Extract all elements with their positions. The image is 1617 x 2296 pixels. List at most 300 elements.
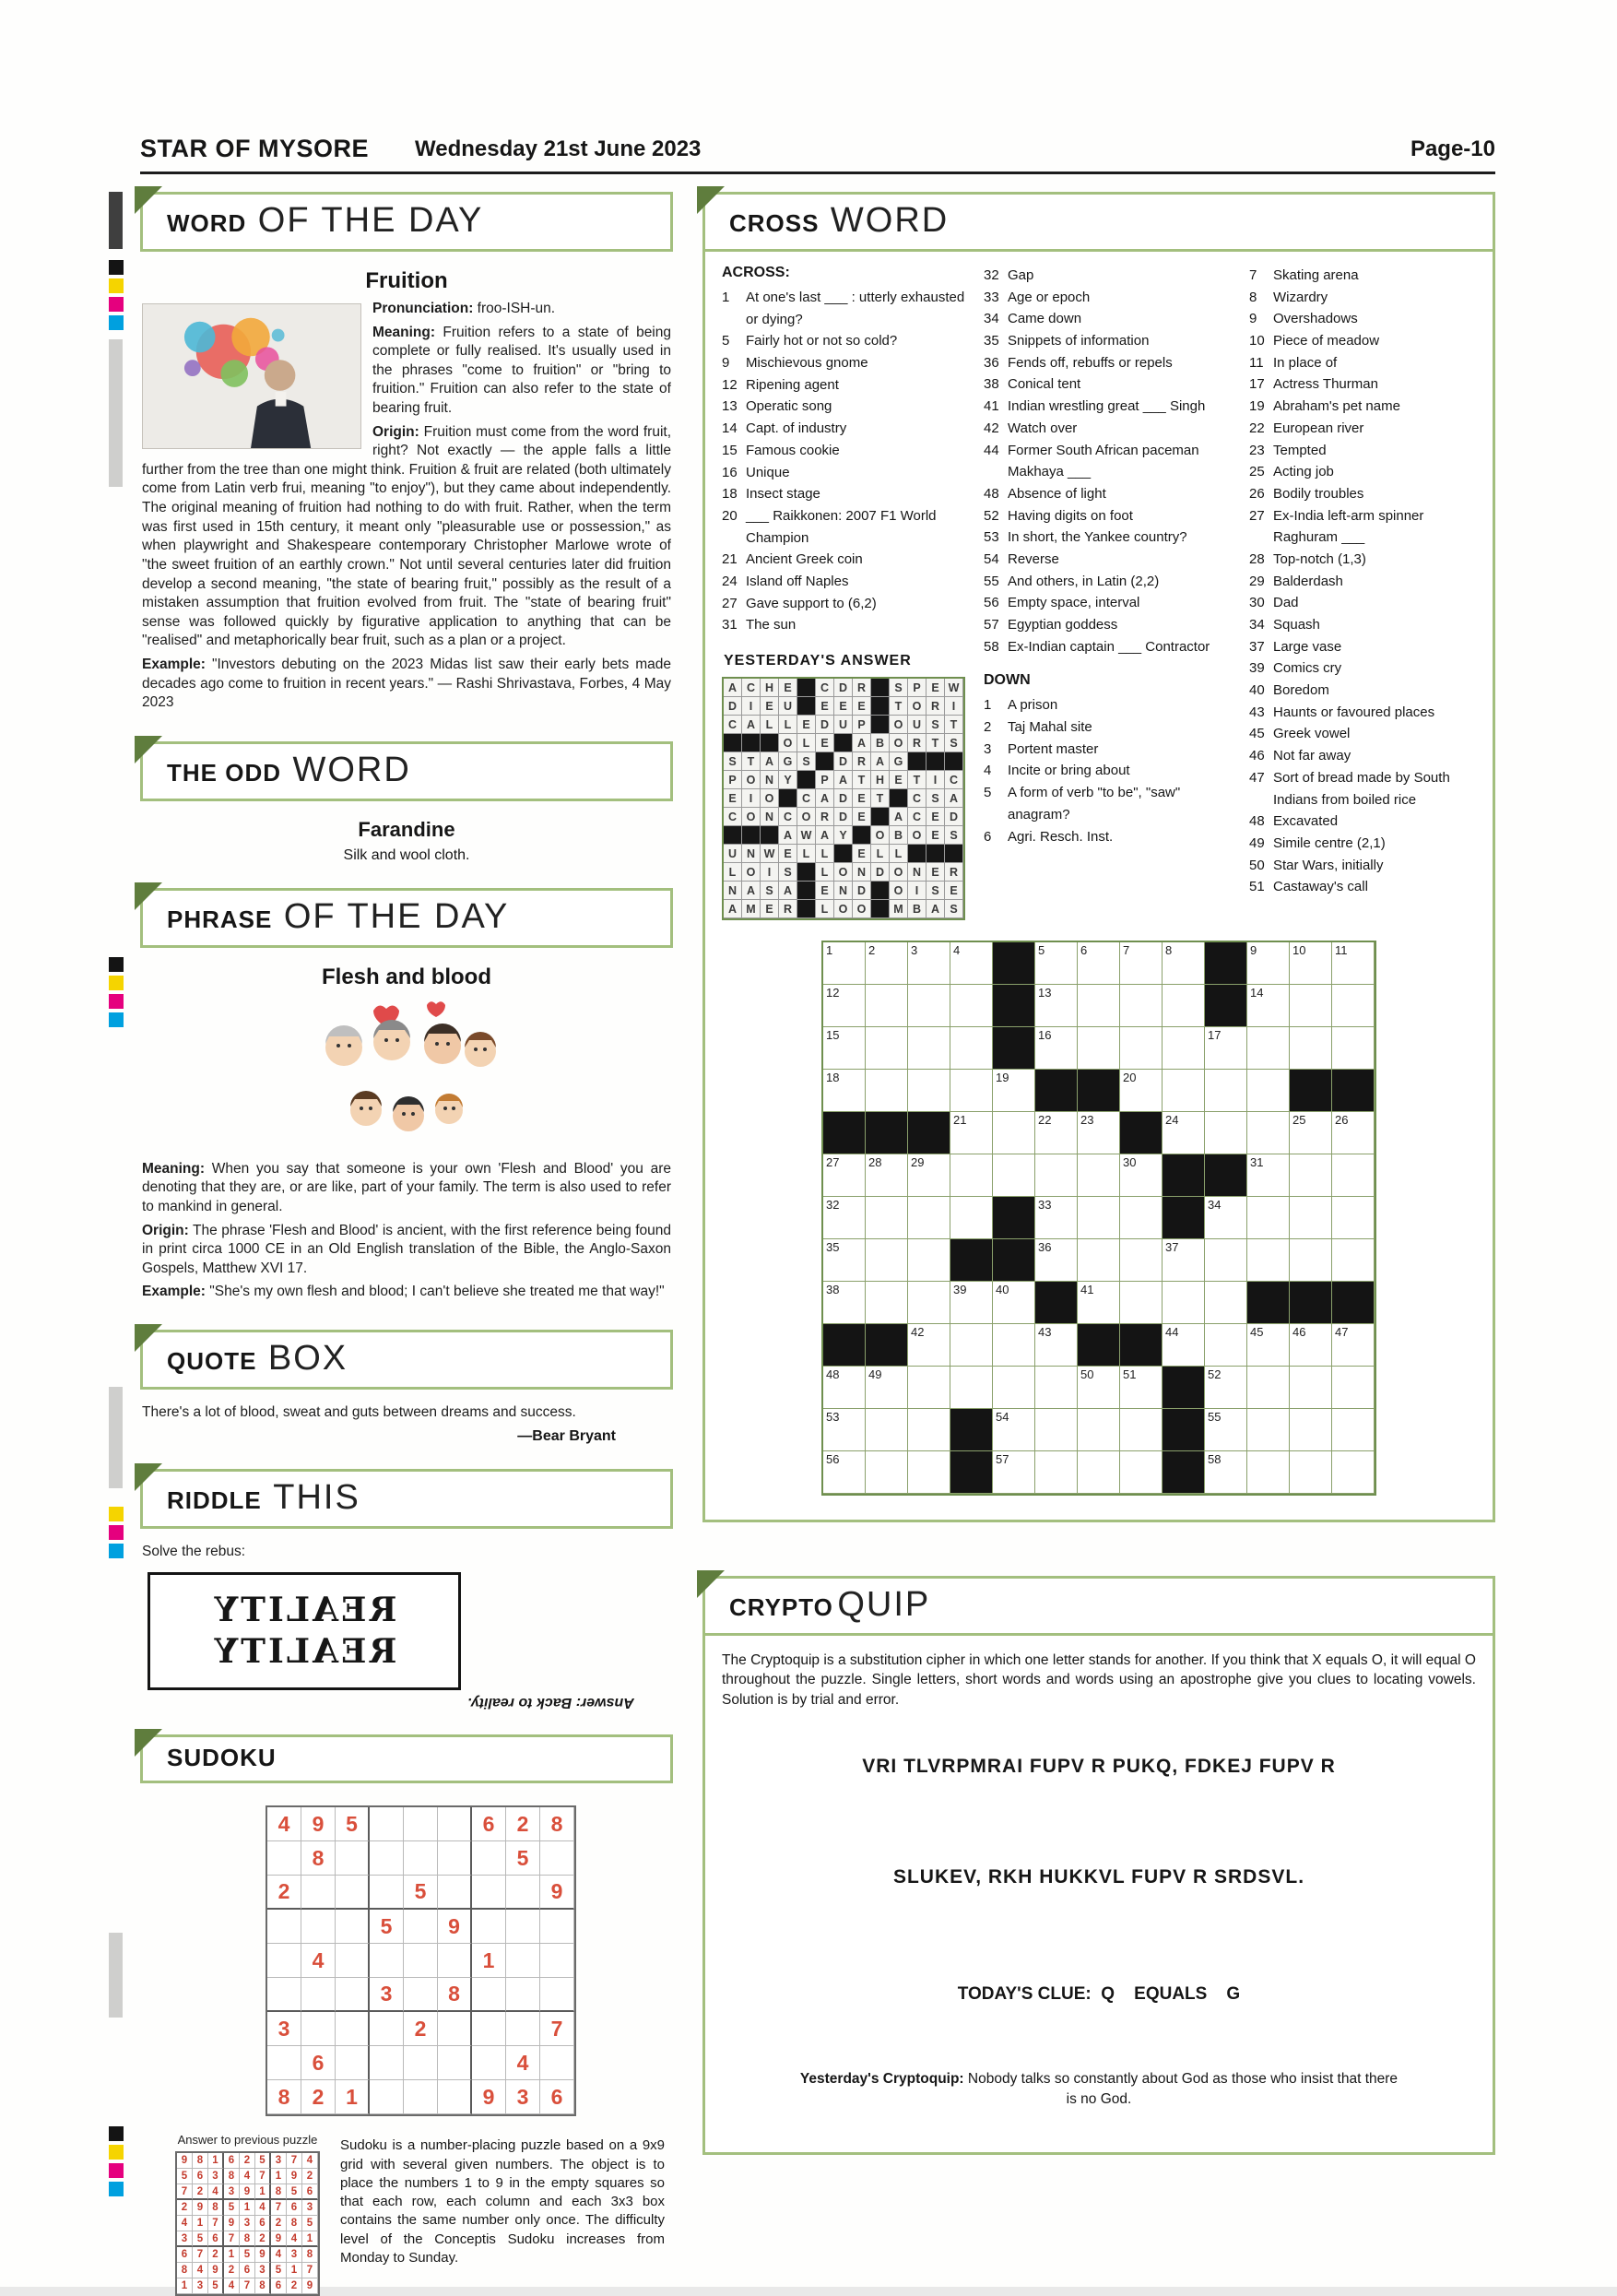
sudoku-cell: 1	[177, 2278, 193, 2294]
clue-item	[984, 483, 1249, 505]
crossword-cell	[1163, 1282, 1205, 1324]
clue-text: Snippets of information	[1008, 333, 1150, 349]
crossword-cell	[1035, 1367, 1078, 1409]
clue-text: Balderdash	[1273, 573, 1343, 589]
crossword-cell	[1247, 1112, 1290, 1154]
sudoku-cell: 4	[267, 1807, 301, 1841]
clue-text: Piece of meadow	[1273, 333, 1380, 349]
crossword-black-cell	[823, 1112, 866, 1154]
crossword-black-cell	[866, 1112, 908, 1154]
crossword-cell	[1290, 985, 1332, 1027]
crossword-cell	[1035, 1154, 1078, 1197]
crossword-cell	[1205, 1239, 1247, 1282]
answer-letter-cell: A	[724, 900, 742, 918]
crossword-cell	[950, 942, 993, 985]
sudoku-cell: 3	[177, 2231, 193, 2247]
sudoku-cell: 5	[255, 2153, 271, 2169]
crossword-cell	[1163, 1027, 1205, 1070]
clue-item	[1249, 287, 1481, 309]
answer-letter-cell: P	[908, 679, 927, 697]
quote-text: There's a lot of blood, sweat and guts between dreams and success.	[142, 1404, 576, 1421]
clue-text: A prison	[1008, 697, 1058, 714]
crossword-cell	[1163, 942, 1205, 985]
crossword-cell-number: 29	[911, 1155, 925, 1169]
answer-letter-cell: C	[945, 771, 963, 789]
answer-letter-cell: E	[816, 734, 834, 752]
answer-letter-cell: E	[853, 845, 871, 863]
sudoku-cell	[506, 1944, 540, 1978]
crossword-black-cell	[1163, 1197, 1205, 1239]
answer-letter-cell: S	[945, 826, 963, 845]
crossword-cell	[1078, 1451, 1120, 1494]
clue-number: 37	[1249, 638, 1265, 655]
sudoku-answer-label: Answer to previous puzzle	[177, 2133, 318, 2148]
sudoku-cell	[301, 1876, 336, 1910]
origin-label: Origin:	[372, 423, 419, 440]
phrase-origin	[142, 1222, 671, 1279]
meaning-text: When you say that someone is your own 'Flesh and Blood' you are denoting that they are, or are like, part of your family. The term is also used to refer to mankind in general.	[142, 1160, 671, 1215]
answer-letter-cell: T	[853, 771, 871, 789]
corner-fold-icon	[135, 1729, 162, 1757]
sudoku-cell: 4	[193, 2263, 208, 2278]
crossword-cell	[823, 1367, 866, 1409]
sudoku-cell: 8	[177, 2263, 193, 2278]
crossword-clue-column-2	[984, 265, 1249, 920]
crossword-cell	[950, 1197, 993, 1239]
clue-number: 46	[1249, 748, 1265, 764]
corner-fold-icon	[135, 882, 162, 910]
print-strip-light-3	[109, 1933, 123, 2018]
sudoku-cell	[472, 1876, 506, 1910]
section-header-phrase-of-day	[140, 888, 673, 948]
sudoku-cell	[336, 1978, 370, 2012]
section-header-sudoku	[140, 1734, 673, 1783]
crossword-cell-number: 6	[1080, 943, 1088, 957]
yesterday-answer-label: YESTERDAY'S ANSWER	[724, 653, 912, 669]
clue-item	[1249, 702, 1481, 724]
clue-number: 41	[984, 398, 999, 415]
sudoku-cell	[404, 2046, 438, 2080]
sudoku-cell: 6	[240, 2263, 255, 2278]
registration-magenta-square	[109, 1525, 124, 1540]
sudoku-cell: 5	[193, 2231, 208, 2247]
riddle-body	[140, 1529, 673, 1711]
clue-text: Watch over	[1008, 420, 1078, 436]
clue-text: And others, in Latin (2,2)	[1008, 573, 1160, 589]
crossword-black-cell	[993, 942, 1035, 985]
sudoku-cell: 8	[540, 1807, 574, 1841]
crossword-cell-number: 5	[1038, 943, 1045, 957]
sudoku-cell: 5	[240, 2247, 255, 2263]
meaning-text: Fruition refers to a state of being complete or fully realised. It's usually used in the phrases "come to fruition" or "bring to fruition." Fruition can also refer to the state of bearing fruit.	[372, 324, 671, 417]
crossword-cell-number: 46	[1292, 1325, 1306, 1339]
print-strip-dark	[109, 192, 123, 249]
clue-text: Egyptian goddess	[1008, 617, 1118, 633]
clue-text: Ripening agent	[746, 376, 839, 393]
sudoku-cell: 2	[193, 2184, 208, 2200]
answer-letter-cell: A	[816, 826, 834, 845]
answer-letter-cell: U	[908, 716, 927, 734]
crossword-cell	[1332, 985, 1375, 1027]
crossword-cell	[866, 1451, 908, 1494]
crossword-black-cell	[950, 1451, 993, 1494]
crossword-black-cell	[1247, 1282, 1290, 1324]
sudoku-cell: 8	[255, 2278, 271, 2294]
crossword-cell	[908, 1154, 950, 1197]
answer-letter-cell: E	[927, 826, 945, 845]
crossword-cell	[823, 1197, 866, 1239]
answer-letter-cell: N	[761, 808, 779, 826]
clue-text: Taj Mahal site	[1008, 719, 1092, 736]
clue-item	[1249, 418, 1481, 440]
section-title-bold: PHRASE	[167, 905, 273, 933]
sudoku-cell	[336, 2012, 370, 2046]
answer-letter-cell: O	[871, 826, 890, 845]
clue-text: Former South African paceman Makhaya ___	[1008, 442, 1199, 480]
sudoku-cell	[472, 2012, 506, 2046]
clue-number: 49	[1249, 834, 1265, 851]
cipher-line-2: SLUKEV, RKH HUKKVL FUPV R SRDSVL.	[892, 1866, 1305, 1888]
odd-word-word: Farandine	[358, 817, 455, 841]
rebus-line-1: REALITY	[211, 1591, 397, 1630]
crossword-cell	[866, 1409, 908, 1451]
answer-letter-cell: O	[908, 826, 927, 845]
sudoku-grid	[266, 1805, 576, 2116]
clue-number: 1	[722, 290, 730, 305]
creative-splash-illustration	[143, 304, 360, 448]
answer-letter-cell: T	[908, 771, 927, 789]
clue-item	[722, 571, 984, 593]
clue-number: 29	[1249, 573, 1265, 589]
answer-letter-cell: N	[908, 863, 927, 882]
section-title-light: BOX	[267, 1339, 348, 1379]
sudoku-cell: 2	[240, 2153, 255, 2169]
answer-letter-cell: O	[797, 808, 816, 826]
sudoku-cell	[336, 2046, 370, 2080]
answer-letter-cell: B	[871, 734, 890, 752]
crossword-cell	[908, 1324, 950, 1367]
crossword-cell	[1078, 1197, 1120, 1239]
meaning-label: Meaning:	[372, 324, 436, 340]
sudoku-cell	[404, 2080, 438, 2114]
answer-letter-cell: L	[724, 863, 742, 882]
sudoku-cell: 5	[302, 2216, 318, 2231]
registration-black-square	[109, 260, 124, 275]
sudoku-cell: 3	[287, 2247, 302, 2263]
sudoku-cell: 9	[287, 2169, 302, 2184]
sudoku-cell: 1	[336, 2080, 370, 2114]
crossword-cell-number: 50	[1080, 1367, 1094, 1381]
crossword-cell	[993, 1282, 1035, 1324]
crossword-cell	[1332, 1197, 1375, 1239]
sudoku-cell: 2	[267, 1876, 301, 1910]
sudoku-cell: 2	[255, 2231, 271, 2247]
answer-black-cell	[761, 734, 779, 752]
clue-number: 50	[1249, 857, 1265, 873]
registration-cyan-square	[109, 1544, 124, 1558]
answer-letter-cell: N	[853, 863, 871, 882]
answer-letter-cell: C	[779, 808, 797, 826]
sudoku-cell: 4	[224, 2278, 240, 2294]
sudoku-cell	[336, 1876, 370, 1910]
answer-letter-cell: E	[853, 697, 871, 716]
answer-letter-cell: L	[816, 845, 834, 863]
sudoku-cell	[438, 2012, 472, 2046]
answer-letter-cell: A	[779, 826, 797, 845]
crossword-black-cell	[1205, 942, 1247, 985]
answer-letter-cell: E	[761, 697, 779, 716]
clue-item	[1249, 265, 1481, 287]
crossword-cell	[1078, 1239, 1120, 1282]
clue-text: Simile centre (2,1)	[1273, 834, 1386, 851]
down-label: DOWN	[984, 672, 1031, 689]
crossword-cell	[1205, 1197, 1247, 1239]
family-cartoon	[309, 996, 504, 1153]
sudoku-cell: 8	[438, 1978, 472, 2012]
clue-number: 8	[1249, 289, 1257, 305]
clue-item	[722, 352, 984, 374]
crossword-black-cell	[1078, 1324, 1120, 1367]
answer-letter-cell: T	[742, 752, 761, 771]
sudoku-cell: 5	[224, 2200, 240, 2216]
clue-text: Haunts or favoured places	[1273, 704, 1435, 720]
clue-item	[984, 716, 1249, 739]
clue-item	[984, 549, 1249, 571]
clue-item	[984, 527, 1249, 549]
sudoku-cell	[506, 1978, 540, 2012]
sudoku-cell: 6	[271, 2278, 287, 2294]
answer-letter-cell: D	[871, 863, 890, 882]
crossword-cell	[1120, 1451, 1163, 1494]
clue-number: 35	[984, 333, 999, 349]
crossword-cell	[993, 1112, 1035, 1154]
sudoku-cell	[404, 1944, 438, 1978]
crossword-cell	[1035, 1409, 1078, 1451]
answer-black-cell	[834, 734, 853, 752]
answer-letter-cell: S	[724, 752, 742, 771]
answer-letter-cell: C	[724, 808, 742, 826]
clue-number: 30	[1249, 595, 1265, 611]
clue-item	[1249, 680, 1481, 702]
sudoku-cell	[438, 2080, 472, 2114]
word-of-day-word: Fruition	[365, 268, 448, 293]
answer-letter-cell: A	[742, 716, 761, 734]
sudoku-cell	[540, 1910, 574, 1944]
answer-letter-cell: E	[779, 845, 797, 863]
section-title-bold: THE ODD	[167, 758, 281, 787]
clue-item	[984, 571, 1249, 593]
answer-letter-cell: E	[834, 697, 853, 716]
sudoku-cell: 1	[302, 2231, 318, 2247]
clue-item	[722, 614, 984, 636]
clue-item	[984, 782, 1249, 825]
cryptoquip-body	[702, 1636, 1495, 2155]
sudoku-cell: 2	[506, 1807, 540, 1841]
clue-text: Came down	[1008, 311, 1082, 327]
crossword-cell	[1290, 942, 1332, 985]
answer-letter-cell: T	[945, 716, 963, 734]
crossword-cell-number: 49	[868, 1367, 882, 1381]
answer-letter-cell: A	[724, 679, 742, 697]
crossword-black-cell	[1332, 1070, 1375, 1112]
crossword-black-cell	[1035, 1070, 1078, 1112]
sudoku-cell	[267, 1944, 301, 1978]
sudoku-cell: 4	[208, 2184, 224, 2200]
answer-black-cell	[779, 789, 797, 808]
crossword-black-cell	[1290, 1282, 1332, 1324]
answer-letter-cell: S	[945, 734, 963, 752]
crossword-cell-number: 17	[1208, 1028, 1222, 1042]
print-strip-light-1	[109, 339, 123, 487]
origin-label: Origin:	[142, 1222, 189, 1238]
crossword-cell	[823, 1070, 866, 1112]
crossword-cell-number: 30	[1123, 1155, 1137, 1169]
clue-text: Operatic song	[746, 398, 832, 415]
clue-number: 21	[722, 551, 738, 568]
crossword-cell-number: 56	[826, 1452, 840, 1466]
clue-item	[1249, 461, 1481, 483]
answer-letter-cell: L	[871, 845, 890, 863]
clue-text: Bodily troubles	[1273, 485, 1364, 502]
answer-letter-cell: O	[761, 789, 779, 808]
crossword-cell	[1035, 985, 1078, 1027]
rebus-line-2: REALITY	[211, 1632, 397, 1672]
sudoku-cell	[370, 1841, 404, 1876]
clue-item	[722, 549, 984, 571]
section-header-odd-word	[140, 741, 673, 801]
registration-black-square	[109, 957, 124, 972]
todays-clue: TODAY'S CLUE: Q EQUALS G	[957, 1984, 1241, 2005]
answer-letter-cell: Y	[834, 826, 853, 845]
crossword-black-cell	[1163, 1451, 1205, 1494]
crossword-cell	[1205, 1027, 1247, 1070]
crossword-black-cell	[1120, 1324, 1163, 1367]
crossword-cell	[1120, 1154, 1163, 1197]
crossword-cell	[1290, 1239, 1332, 1282]
sudoku-cell: 1	[472, 1944, 506, 1978]
clue-item	[1249, 440, 1481, 462]
crossword-cell	[1120, 1282, 1163, 1324]
section-title-light: WORD	[830, 201, 950, 240]
clue-text: Castaway's call	[1273, 879, 1368, 895]
sudoku-body	[140, 1783, 673, 2296]
clue-text: In place of	[1273, 354, 1338, 371]
sudoku-cell: 4	[301, 1944, 336, 1978]
section-header-word-of-day	[140, 192, 673, 252]
clue-number: 5	[984, 785, 992, 801]
crossword-black-cell	[908, 1112, 950, 1154]
crossword-black-cell	[1163, 1367, 1205, 1409]
odd-word-body	[140, 801, 673, 864]
sudoku-cell: 3	[267, 2012, 301, 2046]
answer-letter-cell: D	[816, 716, 834, 734]
clue-number: 20	[722, 507, 738, 524]
crossword-cell-number: 32	[826, 1198, 840, 1212]
crossword-black-cell	[993, 985, 1035, 1027]
clue-text: Age or epoch	[1008, 289, 1091, 305]
answer-letter-cell: L	[816, 900, 834, 918]
answer-letter-cell: W	[761, 845, 779, 863]
answer-letter-cell: L	[797, 734, 816, 752]
sudoku-cell	[336, 1910, 370, 1944]
crossword-cell	[908, 985, 950, 1027]
crossword-cell-number: 57	[996, 1452, 1009, 1466]
riddle-answer-wrap	[142, 1694, 634, 1710]
sudoku-cell: 5	[177, 2169, 193, 2184]
crossword-cell	[866, 1282, 908, 1324]
crossword-cell	[1205, 1282, 1247, 1324]
clue-text: Capt. of industry	[746, 420, 847, 437]
answer-letter-cell: R	[927, 697, 945, 716]
clue-text: The sun	[746, 617, 797, 633]
clue-text: Large vase	[1273, 638, 1342, 655]
sudoku-cell: 7	[193, 2247, 208, 2263]
crossword-black-cell	[993, 1239, 1035, 1282]
answer-letter-cell: W	[797, 826, 816, 845]
crossword-cell-number: 25	[1292, 1113, 1306, 1127]
sudoku-cell: 5	[370, 1910, 404, 1944]
crossword-cell	[1290, 1197, 1332, 1239]
sudoku-cell: 1	[271, 2169, 287, 2184]
crossword-cell-number: 23	[1080, 1113, 1094, 1127]
clue-number: 2	[984, 719, 992, 736]
answer-letter-cell: S	[927, 882, 945, 900]
crossword-clue-column-1	[714, 265, 984, 920]
clue-text: Tempted	[1273, 442, 1327, 458]
crossword-cell-number: 34	[1208, 1198, 1222, 1212]
crossword-cell-number: 53	[826, 1410, 840, 1424]
clue-text: Insect stage	[746, 486, 820, 503]
sudoku-cell: 3	[208, 2169, 224, 2184]
clue-number: 48	[984, 485, 999, 502]
crossword-cell-number: 41	[1080, 1283, 1094, 1296]
sudoku-cell: 9	[240, 2184, 255, 2200]
clue-item	[1249, 767, 1481, 811]
crossword-cell	[1078, 1409, 1120, 1451]
clue-text: Actress Thurman	[1273, 376, 1378, 393]
paper-name: STAR OF MYSORE	[140, 135, 370, 162]
registration-cyan-square	[109, 1012, 124, 1027]
crossword-clues	[714, 265, 1483, 920]
sudoku-cell	[370, 1807, 404, 1841]
answer-letter-cell: R	[853, 752, 871, 771]
phrase-meaning	[142, 1160, 671, 1217]
clue-text: Conical tent	[1008, 376, 1081, 393]
sudoku-cell	[404, 1807, 438, 1841]
answer-black-cell	[871, 697, 890, 716]
sudoku-cell: 5	[287, 2184, 302, 2200]
crossword-black-cell	[1163, 1409, 1205, 1451]
crossword-cell	[1290, 1409, 1332, 1451]
clue-number: 13	[722, 398, 738, 415]
answer-black-cell	[797, 679, 816, 697]
crossword-cell	[866, 1070, 908, 1112]
answer-black-cell	[797, 771, 816, 789]
clue-item	[984, 352, 1249, 374]
sudoku-cell	[301, 1910, 336, 1944]
answer-black-cell	[945, 845, 963, 863]
clue-item	[722, 396, 984, 418]
sudoku-cell: 4	[240, 2169, 255, 2184]
clue-number: 22	[1249, 420, 1265, 436]
clue-item	[1249, 396, 1481, 418]
crossword-black-cell	[1332, 1282, 1375, 1324]
answer-letter-cell: L	[797, 845, 816, 863]
crossword-cell-number: 14	[1250, 986, 1264, 1000]
clue-text: A form of verb "to be", "saw" anagram?	[1008, 785, 1181, 823]
clue-item	[722, 330, 984, 352]
crossword-cell-number: 44	[1165, 1325, 1179, 1339]
